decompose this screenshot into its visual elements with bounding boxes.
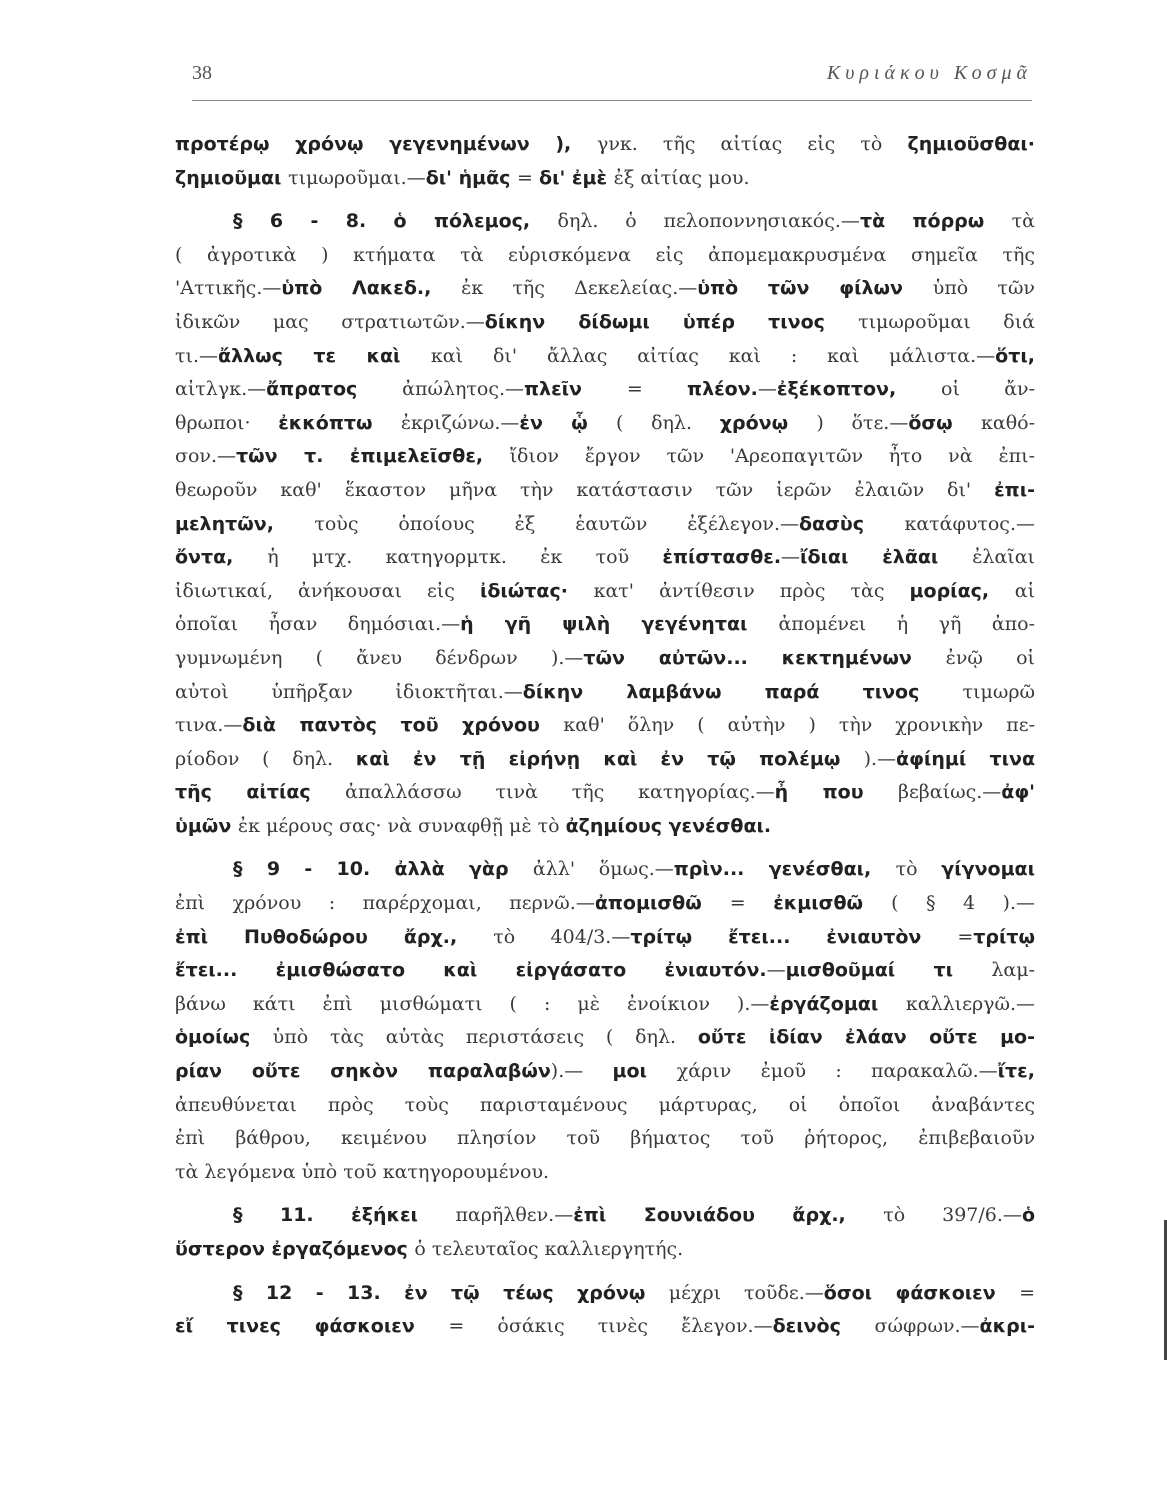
text-line [175, 1021, 1035, 1055]
text-line [175, 1156, 1035, 1190]
text-line [175, 373, 1035, 407]
bold-lemma: § 6 - 8. ὁ πόλεμος, [233, 210, 558, 233]
gloss-text: ἀλλ' ὅμως.— [532, 858, 674, 881]
text-line [175, 205, 1035, 239]
gloss-text: ( ἀγροτικὰ ) κτήματα τὰ εὑρισκόμενα εἰς ἀπομεμακρυσμένα σημεῖα τῆς [175, 243, 1035, 266]
gloss-text: καθό- [980, 411, 1035, 434]
text-line [175, 508, 1035, 542]
bold-lemma: ὅσῳ [908, 411, 981, 434]
bold-lemma: δι' ἐμὲ [539, 166, 614, 189]
bold-lemma: ρίαν οὔτε σηκὸν παραλαβών [175, 1060, 551, 1083]
gloss-text: — [781, 546, 801, 569]
bold-lemma: ἄπρατος [266, 378, 403, 401]
text-line [175, 1122, 1035, 1156]
bold-lemma: δι' ἡμᾶς [425, 166, 518, 189]
bold-lemma: ἐργάζομαι [769, 992, 906, 1015]
text-line [175, 1055, 1035, 1089]
gloss-text: ).— [550, 1060, 613, 1083]
gloss-text: ἡ μτχ. κατηγορμτκ. ἐκ τοῦ [267, 546, 663, 569]
gloss-text: = [626, 378, 688, 401]
text-line [175, 921, 1035, 955]
gloss-text: ( δηλ. [615, 411, 720, 434]
gloss-text: ὑπὸ τὰς αὐτὰς περιστάσεις ( δηλ. [272, 1026, 698, 1049]
gloss-text: ἐξ αἰτίας μου. [613, 166, 750, 189]
gloss-text: = ὁσάκις τινὲς ἔλεγον.— [448, 1315, 773, 1338]
gloss-text: σώφρων.— [874, 1315, 980, 1338]
gloss-text: ).— [863, 747, 897, 770]
bold-lemma: ὑπὸ Λακεδ., [281, 277, 462, 300]
gloss-text: ἀπομένει ἡ γῆ ἀπο- [778, 613, 1035, 636]
bold-lemma: ἐπι- [994, 478, 1035, 501]
bold-lemma: ζημιοῦσθαι· [907, 133, 1036, 155]
gloss-text: αὐτοὶ ὑπῆρξαν ἰδιοκτῆται.— [175, 680, 523, 703]
bold-lemma: ὑμῶν [175, 814, 238, 837]
bold-lemma: ἀπομισθῶ [594, 892, 730, 915]
text-line [175, 306, 1035, 340]
gloss-text: δηλ. ὁ πελοποννησιακός.— [557, 210, 860, 233]
text-line [175, 474, 1035, 508]
paragraph-gap [175, 1189, 1035, 1199]
bold-lemma: ἀζημίους γενέσθαι. [565, 814, 772, 837]
bold-lemma: δίκην λαμβάνω παρά τινος [522, 680, 963, 703]
gloss-text: ἀπώλητος.— [402, 378, 525, 401]
bold-lemma: καὶ ἐν τῇ εἰρήνῃ καὶ ἐν τῷ πολέμῳ [355, 747, 864, 770]
bold-lemma: τρίτῳ ἔτει... ἐνιαυτὸν [630, 925, 958, 948]
bold-lemma: χρόνῳ [719, 411, 817, 434]
gloss-text: βεβαίως.— [897, 781, 1002, 804]
bold-lemma: εἴ τινες φάσκοιεν [175, 1315, 449, 1338]
text-line [175, 340, 1035, 374]
bold-lemma: ἡ γῆ ψιλὴ γεγένηται [460, 613, 779, 636]
gloss-text: ἀπευθύνεται πρὸς τοὺς παρισταμένους μάρτυρας, οἱ ὁποῖοι ἀναβάντες [175, 1093, 1035, 1116]
gloss-text: οἱ ἄν- [941, 378, 1036, 401]
text-line [175, 954, 1035, 988]
bold-lemma: § 9 - 10. ἀλλὰ γὰρ [233, 858, 533, 881]
gloss-text: ρίοδον ( δηλ. [175, 747, 356, 770]
text-line [175, 541, 1035, 575]
gloss-text: θεωροῦν καθ' ἕκαστον μῆνα τὴν κατάστασιν τῶν ἱερῶν ἐλαιῶν δι' [175, 478, 995, 501]
text-line [175, 1277, 1035, 1311]
bold-lemma: § 12 - 13. ἐν τῷ τέως χρόνῳ [233, 1281, 669, 1304]
text-line [175, 887, 1035, 921]
text-line [175, 162, 1035, 196]
bold-lemma: προτέρῳ χρόνῳ γεγενημένων ), [175, 133, 597, 155]
gloss-text: = [517, 166, 540, 189]
bold-lemma: ἴδιαι ἐλᾶαι [800, 546, 973, 569]
paragraph-gap [175, 1267, 1035, 1277]
bold-lemma: μελητῶν, [175, 512, 315, 535]
gloss-text: τὰ [1011, 210, 1035, 233]
gloss-text: τι.— [175, 344, 219, 367]
bold-lemma: ἐπὶ Σουνιάδου ἄρχ., [573, 1204, 884, 1227]
bold-lemma: ἦ που [774, 781, 898, 804]
bold-lemma: γίγνομαι [941, 858, 1036, 881]
gloss-text: γνκ. τῆς αἰτίας εἰς τὸ [596, 133, 908, 155]
bold-lemma: διὰ παντὸς τοῦ χρόνου [242, 714, 564, 737]
bold-lemma: τρίτῳ [973, 925, 1036, 948]
gloss-text: μέχρι τοῦδε.— [668, 1281, 824, 1304]
bold-lemma: § 11. ἐξήκει [233, 1204, 456, 1227]
text-line [175, 853, 1035, 887]
gloss-text: λαμ- [991, 959, 1035, 982]
bold-lemma: τῶν αὐτῶν... κεκτημένων [583, 646, 946, 669]
gloss-text: ) ὅτε.— [816, 411, 909, 434]
bold-lemma: τῶν τ. ἐπιμελεῖσθε, [236, 445, 510, 468]
text-line [175, 743, 1035, 777]
bold-lemma: δεινὸς [772, 1315, 875, 1338]
gloss-text: ὁποῖαι ἦσαν δημόσιαι.— [175, 613, 461, 636]
gloss-text: ἴδιον ἔργον τῶν 'Αρεοπαγιτῶν ἦτο νὰ ἐπι- [509, 445, 1036, 468]
bold-lemma: οὔτε ἰδίαν ἐλάαν οὔτε μο- [697, 1026, 1035, 1049]
text-line [175, 709, 1035, 743]
bold-lemma: ἐπὶ Πυθοδώρου ἄρχ., [175, 925, 494, 948]
gloss-text: ἐνῷ οἱ [945, 646, 1035, 669]
text-line [175, 988, 1035, 1022]
page-header [192, 60, 1032, 101]
bold-lemma: ὄντα, [175, 546, 268, 569]
text-line [175, 239, 1035, 273]
gloss-text: θρωποι· [175, 411, 279, 434]
gloss-text: ἐπὶ βάθρου, κειμένου πλησίον τοῦ βήματος τοῦ ῥήτορος, ἐπιβεβαιοῦν [175, 1127, 1035, 1150]
bold-lemma: ὁμοίως [175, 1026, 273, 1049]
gloss-text: ὑπὸ τῶν [932, 277, 1035, 300]
bold-lemma: ἐξέκοπτον, [776, 378, 942, 401]
bold-lemma: τὰ πόρρω [859, 210, 1012, 233]
gloss-text: τινα.— [175, 714, 243, 737]
gloss-text: κατ' ἀντίθεσιν πρὸς τὰς [593, 579, 910, 602]
gloss-text: τὸ 404/3.— [493, 925, 631, 948]
text-line [175, 440, 1035, 474]
bold-lemma: τῆς αἰτίας [175, 781, 346, 804]
gloss-text: 'Αττικῆς.— [175, 277, 282, 300]
gloss-text: κατάφυτος.— [904, 512, 1035, 535]
bold-lemma: ζημιοῦμαι [175, 166, 289, 189]
text-line [175, 676, 1035, 710]
bold-lemma: μορίας, [909, 579, 1015, 602]
gloss-text: καλλιεργῶ.— [905, 992, 1035, 1015]
bold-lemma: ἀφ' [1001, 781, 1035, 804]
bold-lemma: ἀκρι- [979, 1315, 1035, 1338]
bold-lemma: μισθοῦμαί τι [785, 959, 992, 982]
commentary-text [175, 128, 1035, 1344]
gloss-text: χάριν ἐμοῦ : παρακαλῶ.— [676, 1060, 998, 1083]
text-line [175, 642, 1035, 676]
bold-lemma: ἔτει... ἐμισθώσατο καὶ εἰργάσατο ἐνιαυτόν. [175, 959, 767, 982]
bold-lemma: ὅτι, [995, 344, 1035, 367]
text-line [175, 776, 1035, 810]
gloss-text: = [1019, 1281, 1036, 1304]
bold-lemma: δασὺς [799, 512, 905, 535]
gloss-text: τοὺς ὁποίους ἐξ ἑαυτῶν ἐξέλεγον.— [314, 512, 799, 535]
text-line [175, 608, 1035, 642]
gloss-text: τὸ [895, 858, 942, 881]
bold-lemma: πρὶν... γενέσθαι, [673, 858, 896, 881]
gloss-text: καθ' ὅλην ( αὐτὴν ) τὴν χρονικὴν πε- [563, 714, 1035, 737]
gloss-text: τὰ λεγόμενα ὑπὸ τοῦ κατηγορουμένου. [175, 1160, 550, 1183]
bold-lemma: ἴτε, [997, 1060, 1035, 1083]
bold-lemma: ἰδιώτας· [479, 579, 594, 602]
text-line [175, 1233, 1035, 1267]
gloss-text: ὁ τελευταῖος καλλιεργητής. [414, 1238, 684, 1260]
gloss-text: ἐκ μέρους σας· νὰ συναφθῇ μὲ τὸ [237, 814, 566, 837]
gloss-text: αἰτλγκ.— [175, 378, 267, 401]
bold-lemma: πλεῖν [524, 378, 627, 401]
gloss-text: ἰδιωτικαί, ἀνήκουσαι εἰς [175, 579, 480, 602]
gloss-text: ἐλαῖαι [972, 546, 1036, 569]
gloss-text: γυμνωμένη ( ἄνευ δένδρων ).— [175, 646, 584, 669]
text-line [175, 1199, 1035, 1233]
gloss-text: τιμωρῶ [962, 680, 1035, 703]
gloss-text: αἱ [1014, 579, 1036, 602]
gloss-text: ἐκ τῆς Δεκελείας.— [461, 277, 698, 300]
gloss-text: ἐκριζώνω.— [400, 411, 520, 434]
gloss-text: σον.— [175, 445, 236, 468]
bold-lemma: ἄλλως τε καὶ [218, 344, 431, 367]
paragraph-gap [175, 843, 1035, 853]
text-line [175, 272, 1035, 306]
gloss-text: = [729, 892, 774, 915]
gloss-text: ἰδικῶν μας στρατιωτῶν.— [175, 310, 485, 333]
bold-lemma: μοι [612, 1060, 677, 1083]
gloss-text: βάνω κάτι ἐπὶ μισθώματι ( : μὲ ἐνοίκιον ).— [175, 992, 770, 1015]
gloss-text: — [766, 959, 786, 982]
gloss-text: ἀπαλλάσσω τινὰ τῆς κατηγορίας.— [345, 781, 775, 804]
page-number: 38 [192, 62, 212, 84]
bold-lemma: ὅσοι φάσκοιεν [823, 1281, 1020, 1304]
bold-lemma: δίκην δίδωμι ὑπέρ τινος [484, 310, 859, 333]
text-line [175, 1089, 1035, 1123]
text-line [175, 1310, 1035, 1344]
text-line [175, 810, 1035, 844]
gloss-text: καὶ δι' ἄλλας αἰτίας καὶ : καὶ μάλιστα.— [430, 344, 996, 367]
bold-lemma: ἐπίστασθε. [662, 546, 782, 569]
bold-lemma: πλέον. [687, 378, 758, 401]
gloss-text: τιμωροῦμαι.— [288, 166, 426, 189]
bold-lemma: ἐκμισθῶ [773, 892, 892, 915]
bold-lemma: ἐκκόπτω [278, 411, 401, 434]
gloss-text: = [957, 925, 974, 948]
bold-lemma: ἀφίημί τινα [896, 747, 1035, 770]
bold-lemma: ὑπὸ τῶν φίλων [697, 277, 933, 300]
running-head: Κυριάκου Κοσμᾶ [826, 62, 1032, 84]
gloss-text: ( § 4 ).— [891, 892, 1035, 915]
bold-lemma: ὁ [1021, 1204, 1035, 1227]
text-line [175, 575, 1035, 609]
paragraph-gap [175, 195, 1035, 205]
text-line [175, 128, 1035, 162]
bold-lemma: ἐν ᾧ [519, 411, 616, 434]
bold-lemma: ὕστερον ἐργαζόμενος [175, 1238, 415, 1260]
gloss-text: τὸ 397/6.— [883, 1204, 1022, 1227]
gloss-text: ἐπὶ χρόνου : παρέρχομαι, περνῶ.— [175, 892, 595, 915]
gloss-text: τιμωροῦμαι διά [858, 310, 1035, 333]
text-line [175, 407, 1035, 441]
gloss-text: παρῆλθεν.— [455, 1204, 574, 1227]
gloss-text: — [757, 378, 777, 401]
